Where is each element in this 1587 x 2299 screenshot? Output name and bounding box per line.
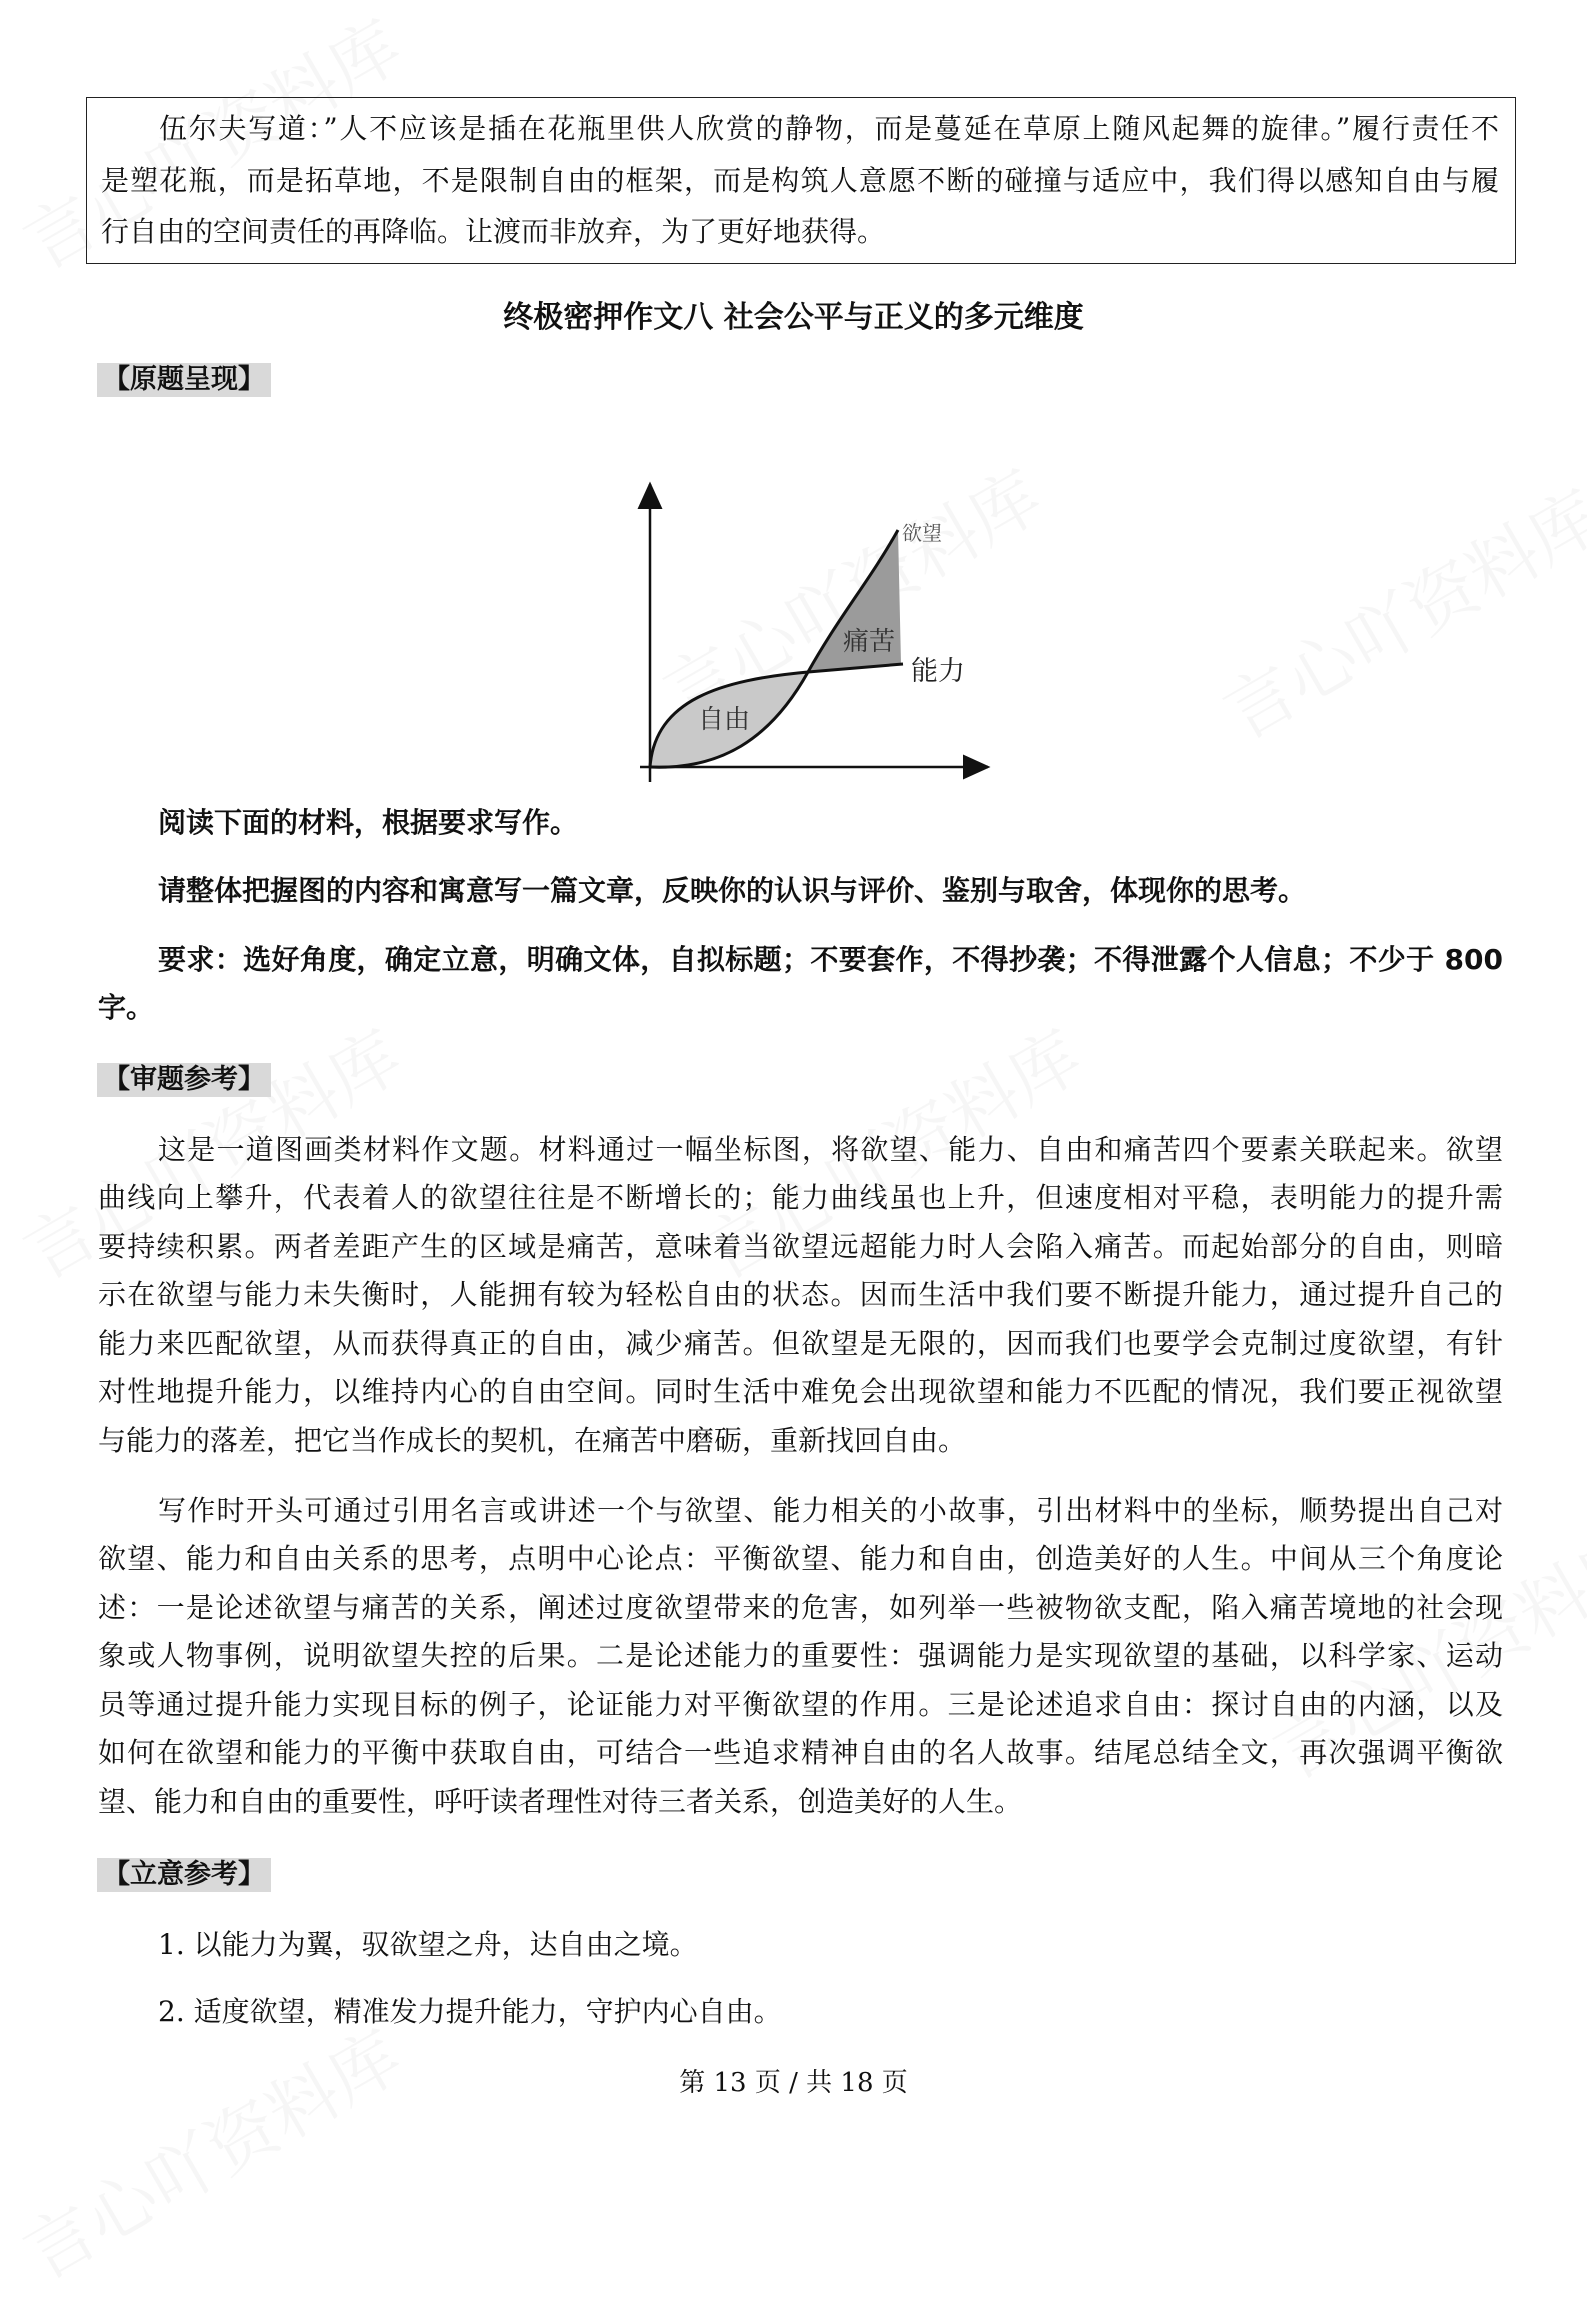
text-line: 欲望、能力和自由关系的思考，点明中心论点：平衡欲望、能力和自由，创造美好的人生。中间从三个角度论 xyxy=(98,1542,1503,1575)
text-line: 这是一道图画类材料作文题。材料通过一幅坐标图，将欲望、能力、自由和痛苦四个要素关联起来。欲望 xyxy=(158,1133,1503,1166)
text-line: 曲线向上攀升，代表着人的欲望往往是不断增长的；能力曲线虽也上升，但速度相对平稳，表明能力的提升需 xyxy=(98,1181,1503,1214)
page-number: 第 13 页 / 共 18 页 xyxy=(679,2068,908,2098)
section-tag-original: 【原题呈现】 xyxy=(97,363,271,397)
quote-line: 是塑花瓶，而是拓草地，不是限制自由的框架，而是构筑人意愿不断的碰撞与适应中，我们得以感知自由与履 xyxy=(101,164,1499,197)
label-pain: 痛苦 xyxy=(843,627,896,657)
watermark xyxy=(3,2002,417,2299)
text-line: 述：一是论述欲望与痛苦的关系，阐述过度欲望带来的危害，如列举一些被物欲支配，陷入痛苦境地的社会现 xyxy=(98,1591,1503,1624)
text-line: 象或人物事例，说明欲望失控的后果。二是论述能力的重要性：强调能力是实现欲望的基础，以科学家、运动 xyxy=(98,1639,1503,1672)
text-line: 示在欲望与能力未失衡时，人能拥有较为轻松自由的状态。因而生活中我们要不断提升能力，通过提升自己的 xyxy=(98,1278,1503,1311)
requirements-line: 字。 xyxy=(98,991,155,1024)
prompt-write: 请整体把握图的内容和寓意写一篇文章，反映你的认识与评价、鉴别与取舍，体现你的思考。 xyxy=(158,874,1307,907)
quote-line: 伍尔夫写道：”人不应该是插在花瓶里供人欣赏的静物，而是蔓延在草原上随风起舞的旋律。”履行责任不 xyxy=(159,112,1499,145)
text-line: 如何在欲望和能力的平衡中获取自由，可结合一些追求精神自由的名人故事。结尾总结全文，再次强调平衡欲 xyxy=(98,1736,1503,1769)
theme-item: 1. 以能力为翼，驭欲望之舟，达自由之境。 xyxy=(158,1928,698,1961)
text-line: 能力来匹配欲望，从而获得真正的自由，减少痛苦。但欲望是无限的，因而我们也要学会克制过度欲望，有针 xyxy=(98,1327,1503,1360)
desire-ability-diagram xyxy=(0,0,1587,820)
section-tag-theme: 【立意参考】 xyxy=(97,1858,271,1892)
text-line: 要持续积累。两者差距产生的区域是痛苦，意味着当欲望远超能力时人会陷入痛苦。而起始部分的自由，则暗 xyxy=(98,1230,1503,1263)
text-line: 员等通过提升能力实现目标的例子，论证能力对平衡欲望的作用。三是论述追求自由：探讨自由的内涵，以及 xyxy=(98,1688,1503,1721)
prompt-read: 阅读下面的材料，根据要求写作。 xyxy=(158,806,579,839)
requirements-line: 要求：选好角度，确定立意，明确文体，自拟标题；不要套作，不得抄袭；不得泄露个人信息；不少于 800 xyxy=(158,943,1503,976)
quote-line: 行自由的空间责任的再降临。让渡而非放弃，为了更好地获得。 xyxy=(101,215,886,248)
text-line: 对性地提升能力，以维持内心的自由空间。同时生活中难免会出现欲望和能力不匹配的情况，我们要正视欲望 xyxy=(98,1375,1503,1408)
essay-title: 终极密押作文八 社会公平与正义的多元维度 xyxy=(503,300,1084,335)
label-desire: 欲望 xyxy=(902,521,942,545)
theme-item: 2. 适度欲望，精准发力提升能力，守护内心自由。 xyxy=(158,1995,782,2028)
section-tag-analysis: 【审题参考】 xyxy=(97,1063,271,1097)
label-freedom: 自由 xyxy=(698,705,751,735)
text-line: 写作时开头可通过引用名言或讲述一个与欲望、能力相关的小故事，引出材料中的坐标，顺势提出自己对 xyxy=(158,1494,1503,1527)
label-ability: 能力 xyxy=(911,656,965,687)
text-line: 与能力的落差，把它当作成长的契机，在痛苦中磨砺，重新找回自由。 xyxy=(98,1424,967,1457)
text-line: 望、能力和自由的重要性，呼吁读者理性对待三者关系，创造美好的人生。 xyxy=(98,1785,1023,1818)
